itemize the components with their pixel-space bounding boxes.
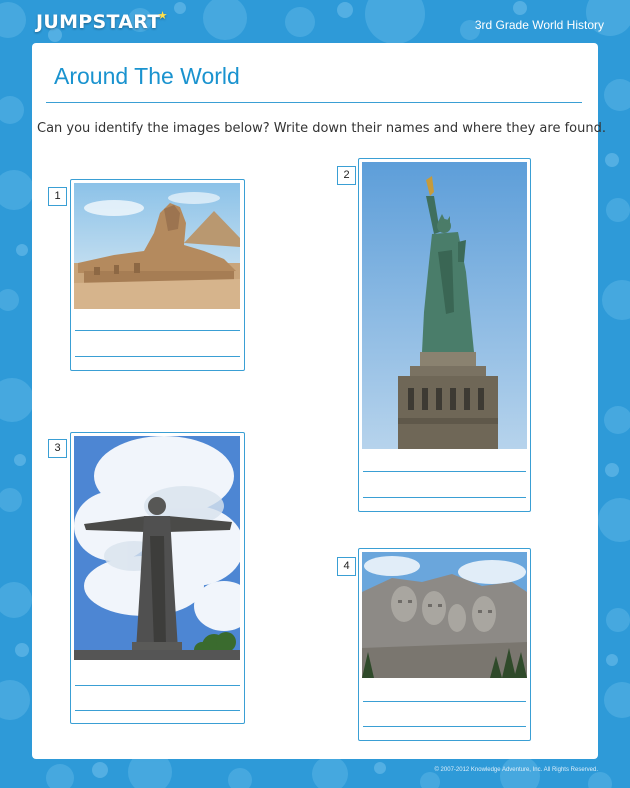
item-number-2: 2 bbox=[337, 166, 356, 185]
item-card-3 bbox=[70, 432, 245, 724]
worksheet-sheet bbox=[32, 43, 606, 759]
answer-line[interactable] bbox=[75, 685, 240, 686]
item-number-1: 1 bbox=[48, 187, 67, 206]
answer-line[interactable] bbox=[363, 471, 526, 472]
title-divider bbox=[46, 102, 582, 103]
answer-line[interactable] bbox=[363, 497, 526, 498]
statue-of-liberty-photo bbox=[362, 162, 527, 449]
page-title: Around The World bbox=[54, 63, 240, 89]
christ-the-redeemer-photo bbox=[74, 436, 240, 660]
instructions-text: Can you identify the images below? Write down their names and where they are found. bbox=[37, 121, 606, 136]
copyright-text: © 2007-2012 Knowledge Adventure, Inc. All Rights Reserved. bbox=[434, 767, 598, 773]
grade-label: 3rd Grade World History bbox=[474, 18, 604, 32]
jumpstart-logo bbox=[36, 11, 168, 33]
item-number-3: 3 bbox=[48, 439, 67, 458]
logo-text: JUMPSTART bbox=[36, 11, 161, 33]
item-card-2 bbox=[358, 158, 531, 512]
answer-line[interactable] bbox=[75, 710, 240, 711]
answer-line[interactable] bbox=[75, 356, 240, 357]
answer-line[interactable] bbox=[363, 701, 526, 702]
great-sphinx-photo bbox=[74, 183, 240, 309]
logo-star-icon: ★ bbox=[157, 9, 168, 22]
answer-line[interactable] bbox=[75, 330, 240, 331]
item-number-4: 4 bbox=[337, 557, 356, 576]
item-card-1 bbox=[70, 179, 245, 371]
answer-line[interactable] bbox=[363, 726, 526, 727]
mount-rushmore-photo bbox=[362, 552, 527, 678]
item-card-4 bbox=[358, 548, 531, 741]
